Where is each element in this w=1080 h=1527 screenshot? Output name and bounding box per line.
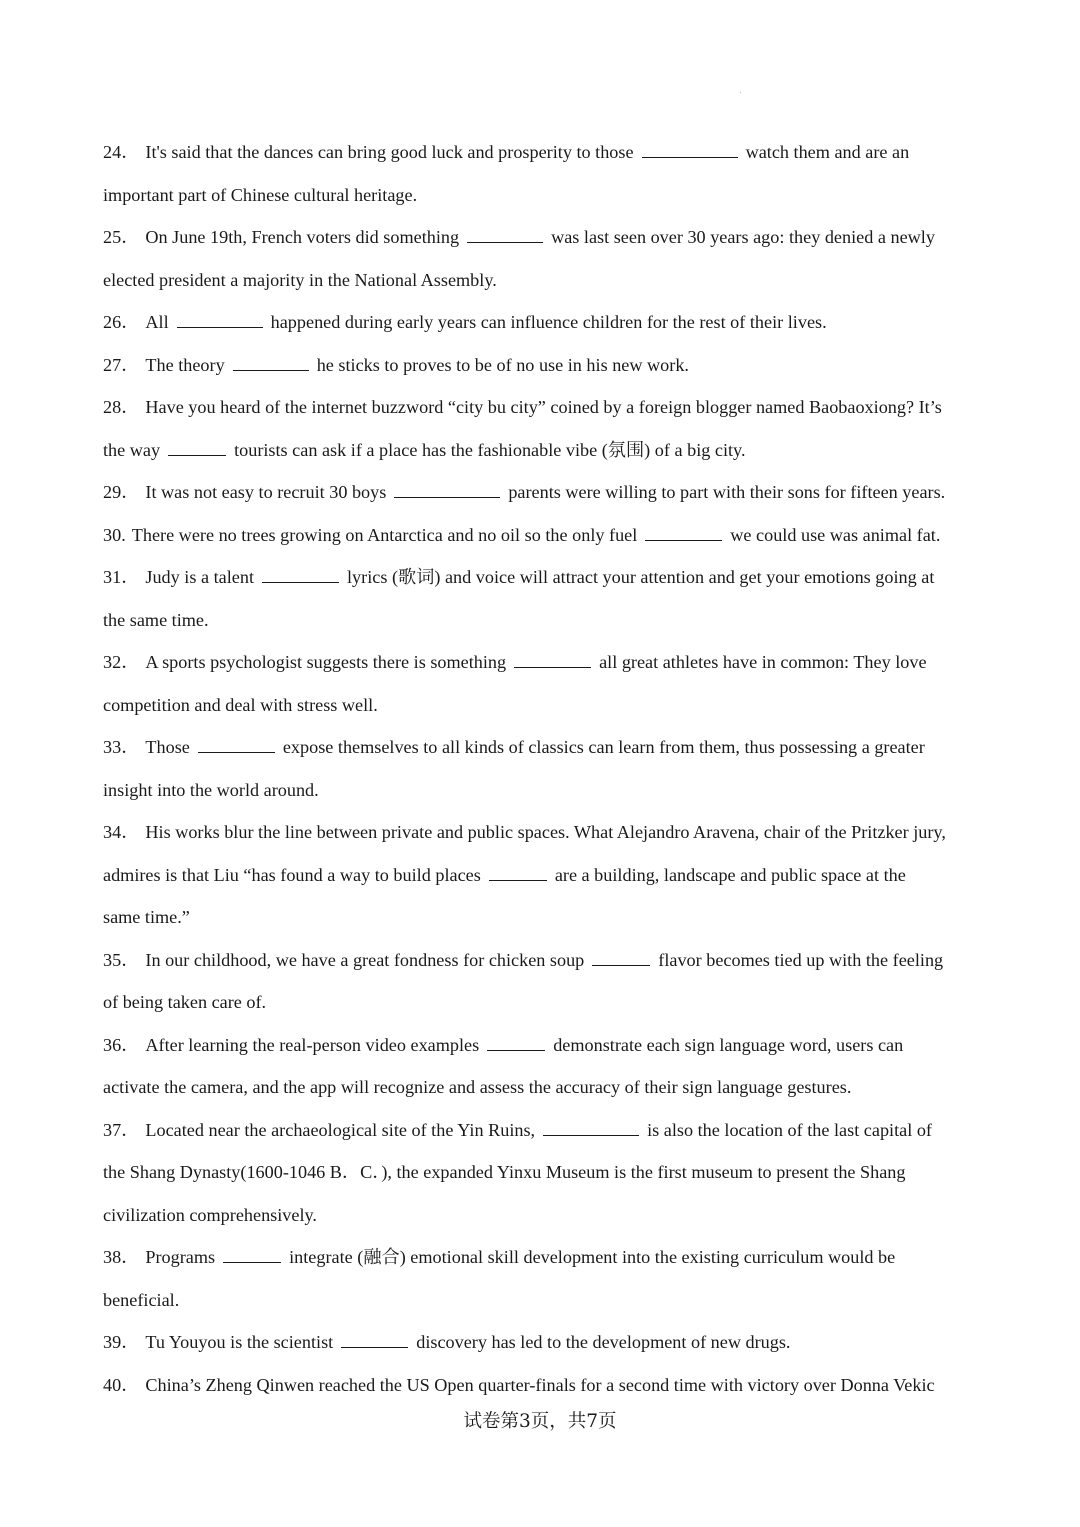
question-line	[103, 1321, 988, 1364]
question-text: discovery has led to the development of new drugs.	[416, 1332, 791, 1352]
question-number: 38．	[103, 1247, 140, 1267]
question-text: Judy is a talent	[145, 567, 254, 587]
question-text: Those	[145, 737, 190, 757]
question-line	[103, 386, 988, 429]
question-number: 30.	[103, 524, 126, 545]
question-text: Located near the archaeological site of the Yin Ruins,	[145, 1119, 536, 1140]
question-text: His works blur the line between private and public spaces. What Alejandro Aravena, chair of the Pritzker jury,	[145, 822, 946, 842]
question-line	[103, 514, 988, 557]
question-line	[103, 811, 988, 854]
question-text: Programs	[145, 1247, 216, 1267]
question-line-continued	[103, 429, 988, 472]
question-line	[103, 1236, 988, 1279]
answer-blank[interactable]	[543, 1117, 639, 1136]
answer-blank[interactable]	[487, 1032, 545, 1051]
question-line	[103, 471, 988, 514]
question-line-continued	[103, 174, 988, 217]
question-text: lyrics (歌词) and voice will attract your attention and get your emotions going at	[347, 567, 935, 587]
question-text: was last seen over 30 years ago: they denied a newly	[551, 227, 935, 247]
question-text: competition and deal with stress well.	[103, 694, 378, 715]
question-text: It was not easy to recruit 30 boys	[145, 482, 387, 502]
question-number: 29．	[103, 482, 140, 502]
answer-blank[interactable]	[168, 437, 226, 456]
question-text: parents were willing to part with their sons for fifteen years.	[508, 482, 946, 502]
question-line-continued	[103, 1151, 988, 1194]
answer-blank[interactable]	[394, 479, 500, 498]
question-text: are a building, landscape and public space at the	[554, 864, 906, 885]
question-line	[103, 939, 988, 982]
page-footer: 试卷第3页，共7页	[463, 1411, 617, 1432]
answer-blank[interactable]	[514, 649, 591, 668]
question-line	[103, 131, 988, 174]
question-number: 25．	[103, 227, 140, 247]
question-text: he sticks to proves to be of no use in his new work.	[316, 354, 689, 375]
question-text: Tu Youyou is the scientist	[145, 1332, 334, 1352]
question-text: The theory	[145, 354, 225, 375]
question-text: insight into the world around.	[103, 779, 319, 800]
answer-blank[interactable]	[489, 862, 547, 881]
question-text: In our childhood, we have a great fondness for chicken soup	[145, 949, 585, 970]
question-text: elected president a majority in the National Assembly.	[103, 269, 497, 290]
question-line	[103, 1364, 988, 1407]
question-text: It's said that the dances can bring good luck and prosperity to those	[145, 142, 634, 162]
question-text: expose themselves to all kinds of classics can learn from them, thus possessing a greater	[282, 737, 925, 757]
question-text: activate the camera, and the app will recognize and assess the accuracy of their sign language gestures.	[103, 1077, 852, 1097]
question-number: 26．	[103, 312, 140, 332]
question-number: 40．	[103, 1374, 140, 1395]
question-text: we could use was animal fat.	[730, 524, 941, 545]
question-line-continued	[103, 981, 988, 1024]
question-line-continued	[103, 599, 988, 642]
question-line	[103, 216, 988, 259]
question-text: all great athletes have in common: They love	[599, 652, 927, 672]
question-text: China’s Zheng Qinwen reached the US Open quarter-finals for a second time with victory over Donna Vekic	[145, 1374, 935, 1395]
question-line-continued	[103, 1194, 988, 1237]
question-text: flavor becomes tied up with the feeling	[658, 949, 944, 970]
answer-blank[interactable]	[467, 224, 543, 243]
question-line	[103, 344, 988, 387]
answer-blank[interactable]	[592, 947, 650, 966]
question-line	[103, 301, 988, 344]
question-line	[103, 726, 988, 769]
question-text: After learning the real-person video examples	[145, 1034, 480, 1055]
question-text: the Shang Dynasty(1600-1046 B．C．), the expanded Yinxu Museum is the first museum to present the Shang	[103, 1162, 906, 1182]
question-number: 39．	[103, 1332, 140, 1352]
question-list	[103, 131, 988, 1406]
question-number: 36．	[103, 1034, 140, 1055]
question-text: There were no trees growing on Antarctica and no oil so the only fuel	[131, 524, 638, 545]
question-text: the way	[103, 439, 161, 460]
question-number: 24．	[103, 142, 140, 162]
question-number: 35．	[103, 949, 140, 970]
question-line-continued	[103, 684, 988, 727]
question-line	[103, 556, 988, 599]
answer-blank[interactable]	[645, 522, 722, 541]
question-line-continued	[103, 259, 988, 302]
answer-blank[interactable]	[233, 352, 309, 371]
question-line-continued	[103, 1066, 988, 1109]
question-number: 32．	[103, 652, 140, 672]
question-text: demonstrate each sign language word, users can	[553, 1034, 904, 1055]
question-text: tourists can ask if a place has the fashionable vibe (氛围) of a big city.	[234, 439, 746, 460]
question-text: On June 19th, French voters did something	[145, 227, 460, 247]
question-number: 27．	[103, 354, 140, 375]
question-text: Have you heard of the internet buzzword “city bu city” coined by a foreign blogger named Baobaoxiong? It’s	[145, 397, 942, 417]
answer-blank[interactable]	[223, 1244, 281, 1263]
question-number: 28．	[103, 397, 140, 417]
question-number: 37．	[103, 1119, 140, 1140]
question-line-continued	[103, 854, 988, 897]
question-text: is also the location of the last capital of	[647, 1119, 932, 1140]
answer-blank[interactable]	[177, 309, 263, 328]
question-text: happened during early years can influence children for the rest of their lives.	[270, 312, 827, 332]
question-text: integrate (融合) emotional skill development into the existing curriculum would be	[289, 1247, 896, 1267]
question-number: 33．	[103, 737, 140, 757]
question-line	[103, 1024, 988, 1067]
question-text: of being taken care of.	[103, 992, 267, 1012]
question-line-continued	[103, 769, 988, 812]
question-text: watch them and are an	[745, 142, 910, 162]
scan-speck	[740, 92, 741, 93]
question-text: beneficial.	[103, 1289, 180, 1310]
answer-blank[interactable]	[262, 564, 339, 583]
question-line	[103, 1109, 988, 1152]
answer-blank[interactable]	[642, 139, 738, 158]
question-line-continued	[103, 896, 988, 939]
question-text: civilization comprehensively.	[103, 1204, 317, 1225]
question-line-continued	[103, 1279, 988, 1322]
question-text: admires is that Liu “has found a way to build places	[103, 864, 481, 885]
question-line	[103, 641, 988, 684]
question-text: the same time.	[103, 609, 209, 630]
question-text: All	[145, 312, 169, 332]
answer-blank[interactable]	[341, 1329, 408, 1348]
question-text: same time.”	[103, 907, 190, 927]
question-number: 34．	[103, 822, 140, 842]
answer-blank[interactable]	[198, 734, 275, 753]
question-number: 31．	[103, 567, 140, 587]
question-text: important part of Chinese cultural heritage.	[103, 184, 418, 205]
question-text: A sports psychologist suggests there is something	[145, 652, 507, 672]
